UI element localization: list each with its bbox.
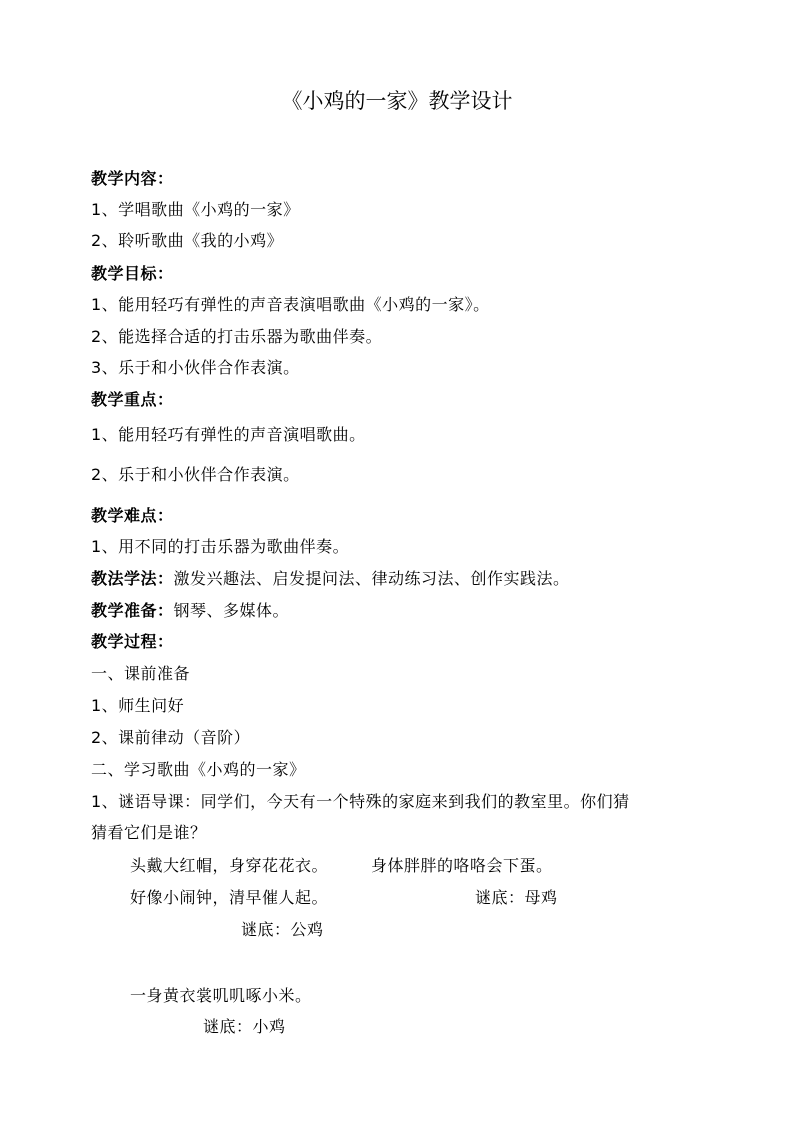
- section-1-item-2: 2、课前律动（音阶）: [91, 728, 251, 747]
- methods-text: 激发兴趣法、启发提问法、律动练习法、创作实践法。: [173, 569, 570, 588]
- key-points-heading: 教学重点：: [91, 390, 174, 409]
- difficulties-heading: 教学难点：: [91, 506, 174, 525]
- preparation-label: 教学准备：: [91, 601, 174, 620]
- methods-line: [91, 568, 570, 590]
- goals-heading: 教学目标：: [91, 264, 174, 283]
- answer-rooster: 谜底：公鸡: [241, 920, 324, 939]
- page-title: 《小鸡的一家》教学设计: [281, 89, 513, 113]
- content-item-1: 1、学唱歌曲《小鸡的一家》: [91, 200, 300, 219]
- methods-label: 教法学法：: [91, 569, 174, 588]
- difficulties-item-1: 1、用不同的打击乐器为歌曲伴奏。: [91, 537, 350, 556]
- answer-chick: 谜底：小鸡: [203, 1017, 286, 1036]
- goals-item-1: 1、能用轻巧有弹性的声音表演唱歌曲《小鸡的一家》。: [91, 295, 490, 314]
- content-heading: 教学内容：: [91, 169, 174, 188]
- riddle-rooster-line-1: 头戴大红帽，身穿花花衣。: [130, 856, 329, 875]
- content-item-2: 2、聆听歌曲《我的小鸡》: [91, 231, 284, 250]
- goals-item-3: 3、乐于和小伙伴合作表演。: [91, 358, 300, 377]
- riddle-hen: 身体胖胖的咯咯会下蛋。: [371, 856, 553, 875]
- preparation-line: [91, 600, 289, 622]
- section-2-title: 二、学习歌曲《小鸡的一家》: [91, 760, 306, 779]
- riddle-chick: 一身黄衣裳叽叽啄小米。: [130, 986, 312, 1005]
- answer-hen: 谜底：母鸡: [475, 888, 558, 907]
- section-1-title: 一、课前准备: [91, 664, 191, 683]
- riddle-rooster-line-2: 好像小闹钟，清早催人起。: [130, 888, 329, 907]
- key-points-item-2: 2、乐于和小伙伴合作表演。: [91, 465, 300, 484]
- preparation-text: 钢琴、多媒体。: [173, 601, 290, 620]
- process-heading: 教学过程：: [91, 632, 174, 651]
- section-1-item-1: 1、师生问好: [91, 696, 185, 715]
- riddle-intro-line-1: 1、谜语导课：同学们，今天有一个特殊的家庭来到我们的教室里。你们猜: [91, 792, 630, 811]
- key-points-item-1: 1、能用轻巧有弹性的声音演唱歌曲。: [91, 425, 366, 444]
- goals-item-2: 2、能选择合适的打击乐器为歌曲伴奏。: [91, 327, 383, 346]
- riddle-intro-line-2: 猜看它们是谁？: [91, 823, 207, 842]
